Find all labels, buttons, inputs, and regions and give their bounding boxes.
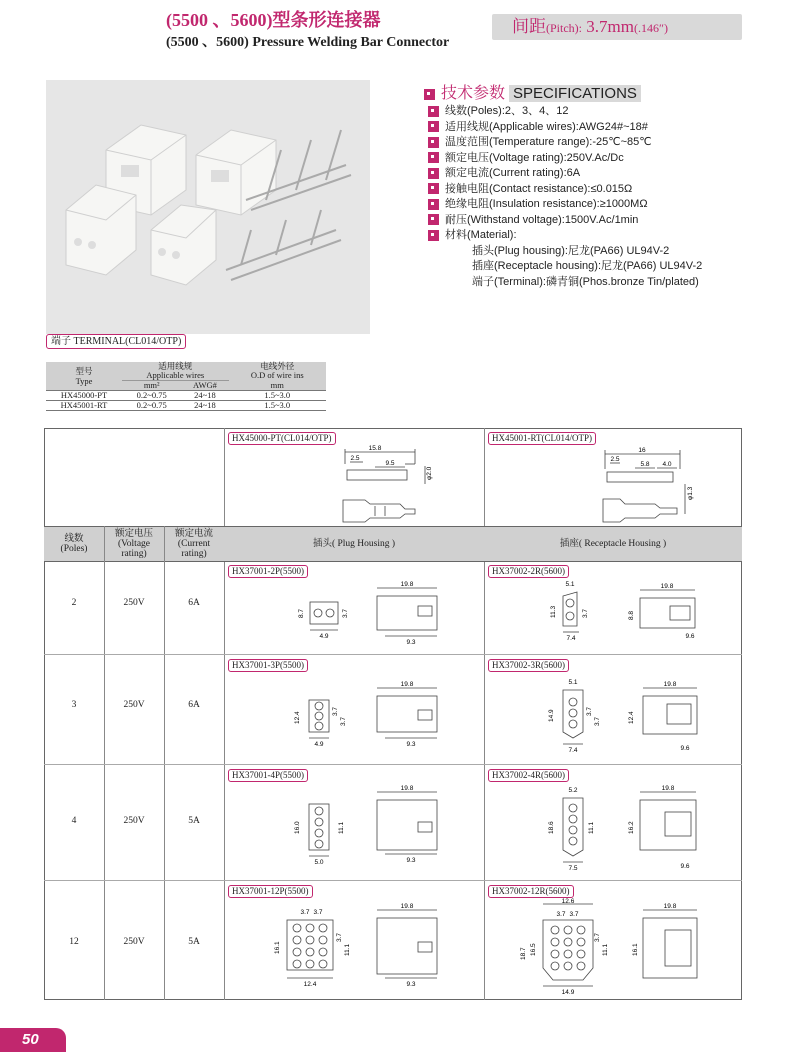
dim-label: 9.3 bbox=[406, 639, 416, 646]
material-item: 端子(Terminal):磷青铜(Phos.bronze Tin/plated) bbox=[472, 275, 699, 288]
rt-drawing-label: HX45001-RT(CL014/OTP) bbox=[488, 432, 596, 445]
dim-label: 15.8 bbox=[368, 445, 382, 452]
terminal-table bbox=[46, 362, 326, 411]
bullet-square-icon bbox=[428, 183, 439, 194]
dim-label: 3.7 bbox=[582, 608, 589, 618]
dim-label: 3.7 bbox=[340, 716, 347, 726]
dim-label: 19.8 bbox=[660, 583, 674, 590]
th-receptacle: 插座( Receptacle Housing ) bbox=[559, 539, 667, 549]
plug-drawing-12p bbox=[225, 898, 483, 998]
receptacle-drawing-4r bbox=[485, 782, 741, 878]
th-awg: AWG# bbox=[181, 381, 228, 391]
cell-poles: 2 bbox=[71, 598, 77, 608]
cell-current: 6A bbox=[188, 598, 200, 608]
spec-item bbox=[428, 120, 702, 136]
dim-label: 12.4 bbox=[303, 981, 317, 988]
pitch-cn: 间距 bbox=[512, 17, 546, 36]
row-divider bbox=[44, 880, 742, 881]
receptacle-drawing-3r bbox=[485, 672, 741, 762]
dim-label: 16.5 bbox=[530, 943, 537, 956]
bullet-square-icon bbox=[428, 152, 439, 163]
receptacle-drawing-2r bbox=[485, 578, 741, 652]
dim-label: 5.8 bbox=[640, 461, 650, 468]
th-plug: 插头( Plug Housing ) bbox=[312, 539, 396, 549]
dim-label: 18.7 bbox=[520, 947, 527, 960]
dim-label: 4.9 bbox=[314, 741, 324, 748]
dim-label: 4.0 bbox=[662, 461, 672, 468]
dim-label: 5.2 bbox=[568, 787, 578, 794]
dim-label: 16.1 bbox=[632, 943, 639, 956]
dim-label: 9.3 bbox=[406, 857, 416, 864]
dim-label: 11.1 bbox=[338, 821, 345, 834]
th-mm2: mm² bbox=[122, 381, 181, 391]
dim-label: 3.7 bbox=[594, 716, 601, 726]
dim-label: 3.7 bbox=[342, 608, 349, 618]
specs-title-en: SPECIFICATIONS bbox=[509, 85, 641, 102]
receptacle-part-label: HX37002-3R(5600) bbox=[488, 659, 569, 672]
dim-label: 3.7 bbox=[336, 932, 343, 942]
plug-drawing-2p bbox=[225, 578, 483, 652]
th-od: 电线外径 O.D of wire ins bbox=[250, 361, 304, 381]
cell-current: 5A bbox=[188, 937, 200, 947]
bullet-square-icon bbox=[428, 214, 439, 225]
dim-label: 11.1 bbox=[588, 821, 595, 834]
dim-label: 9.5 bbox=[385, 460, 395, 467]
cell-mm2: 0.2~0.75 bbox=[122, 391, 181, 401]
cell-type: HX45000-PT bbox=[46, 391, 122, 401]
dim-label: 12.4 bbox=[628, 711, 635, 724]
dim-label: 12.4 bbox=[294, 711, 301, 724]
bullet-square-icon bbox=[428, 137, 439, 148]
spec-text: 温度范围(Temperature range):-25℃~85℃ bbox=[445, 136, 652, 148]
row-divider bbox=[44, 764, 742, 765]
dim-label: 3.7 bbox=[332, 706, 339, 716]
receptacle-drawing-12r bbox=[485, 898, 741, 998]
dim-label: φ2.0 bbox=[426, 466, 433, 480]
spec-item bbox=[428, 151, 702, 167]
dim-label: φ1.3 bbox=[687, 486, 694, 500]
dim-label: 16.1 bbox=[274, 941, 281, 954]
spec-item bbox=[428, 104, 702, 120]
cell-voltage: 250V bbox=[123, 700, 145, 710]
dim-label: 7.4 bbox=[568, 747, 578, 754]
dim-label: 19.8 bbox=[661, 785, 675, 792]
dim-label: 16 bbox=[638, 447, 646, 454]
dim-label: 9.6 bbox=[685, 633, 695, 640]
page-number: 50 bbox=[0, 1028, 66, 1052]
material-item: 插座(Receptacle housing):尼龙(PA66) UL94V-2 bbox=[472, 260, 703, 272]
dim-label: 7.5 bbox=[568, 865, 578, 872]
th-wires: 适用线规 Applicable wires bbox=[122, 362, 229, 381]
dim-label: 3.7 bbox=[300, 909, 310, 916]
table-row bbox=[46, 401, 326, 411]
cell-current: 5A bbox=[188, 816, 200, 826]
plug-drawing-3p bbox=[225, 672, 483, 762]
dim-label: 18.6 bbox=[548, 821, 555, 834]
pitch-box bbox=[492, 14, 742, 40]
receptacle-part-label: HX37002-12R(5600) bbox=[488, 885, 574, 898]
dim-label: 12.6 bbox=[561, 898, 575, 905]
cell-voltage: 250V bbox=[123, 816, 145, 826]
spec-text: 线数(Poles):2、3、4、12 bbox=[445, 105, 569, 117]
cell-current: 6A bbox=[188, 700, 200, 710]
spec-text: 耐压(Withstand voltage):1500V.Ac/1min bbox=[445, 213, 639, 226]
dim-label: 19.8 bbox=[400, 681, 414, 688]
cell-poles: 4 bbox=[71, 816, 77, 826]
pt-drawing-label: HX45000-PT(CL014/OTP) bbox=[228, 432, 336, 445]
th-type: 型号 Type bbox=[46, 362, 122, 391]
spec-text: 适用线规(Applicable wires):AWG24#~18# bbox=[445, 120, 648, 133]
pitch-inch: (.146″) bbox=[633, 21, 668, 35]
dim-label: 3.7 bbox=[313, 909, 323, 916]
material-item: 插头(Plug housing):尼龙(PA66) UL94V-2 bbox=[472, 244, 670, 257]
bullet-square-icon bbox=[428, 199, 439, 210]
cell-type: HX45001-RT bbox=[46, 401, 122, 411]
dim-label: 9.6 bbox=[680, 745, 690, 752]
dim-label: 11.1 bbox=[602, 943, 609, 956]
dim-label: 3.7 bbox=[594, 932, 601, 942]
dim-label: 2.5 bbox=[350, 455, 360, 462]
plug-drawing-4p bbox=[225, 782, 483, 878]
receptacle-part-label: HX37002-2R(5600) bbox=[488, 565, 569, 578]
dim-label: 9.3 bbox=[406, 981, 416, 988]
plug-part-label: HX37001-2P(5500) bbox=[228, 565, 308, 578]
title-en: (5500 、5600) Pressure Welding Bar Connector bbox=[166, 35, 450, 50]
dim-label: 16.2 bbox=[628, 821, 635, 834]
dim-label: 11.3 bbox=[550, 605, 557, 618]
specs-list bbox=[428, 104, 702, 290]
table-row bbox=[46, 391, 326, 401]
cell-poles: 3 bbox=[71, 700, 77, 710]
spec-item bbox=[428, 197, 702, 213]
spec-item bbox=[428, 228, 702, 244]
plug-part-label: HX37001-12P(5500) bbox=[228, 885, 313, 898]
rt-terminal-drawing bbox=[485, 444, 741, 526]
pitch-paren: (Pitch): bbox=[546, 21, 582, 35]
dim-label: 16.0 bbox=[294, 821, 301, 834]
dim-label: 19.8 bbox=[400, 903, 414, 910]
spec-text: 额定电压(Voltage rating):250V.Ac/Dc bbox=[445, 151, 624, 164]
spec-text: 绝缘电阻(Insulation resistance):≥1000MΩ bbox=[445, 198, 648, 210]
th-od-unit: mm bbox=[229, 381, 326, 391]
dim-label: 19.8 bbox=[663, 681, 677, 688]
product-photo bbox=[46, 80, 370, 334]
cell-od: 1.5~3.0 bbox=[229, 401, 326, 411]
bullet-square-icon bbox=[424, 89, 435, 100]
dim-label: 5.0 bbox=[314, 859, 324, 866]
terminal-label: 端子 TERMINAL(CL014/OTP) bbox=[46, 334, 186, 349]
bullet-square-icon bbox=[428, 168, 439, 179]
cell-awg: 24~18 bbox=[181, 391, 228, 401]
spec-item bbox=[428, 213, 702, 229]
spec-item bbox=[428, 135, 702, 151]
dim-label: 19.8 bbox=[400, 785, 414, 792]
spec-item bbox=[428, 182, 702, 198]
spec-item bbox=[428, 166, 702, 182]
cell-voltage: 250V bbox=[123, 598, 145, 608]
spec-text: 材料(Material): bbox=[445, 229, 517, 241]
bullet-square-icon bbox=[428, 230, 439, 241]
dim-label: 11.1 bbox=[344, 943, 351, 956]
plug-part-label: HX37001-3P(5500) bbox=[228, 659, 308, 672]
spec-text: 额定电流(Current rating):6A bbox=[445, 167, 581, 179]
connector-photo-illustration bbox=[46, 80, 370, 334]
cell-mm2: 0.2~0.75 bbox=[122, 401, 181, 411]
bullet-square-icon bbox=[428, 106, 439, 117]
cell-awg: 24~18 bbox=[181, 401, 228, 411]
dim-label: 8.7 bbox=[298, 608, 305, 618]
cell-voltage: 250V bbox=[123, 937, 145, 947]
specs-title-cn: 技术参数 bbox=[441, 85, 506, 102]
dim-label: 9.3 bbox=[406, 741, 416, 748]
plug-part-label: HX37001-4P(5500) bbox=[228, 769, 308, 782]
dim-label: 14.9 bbox=[561, 989, 575, 996]
row-divider bbox=[44, 654, 742, 655]
dim-label: 7.4 bbox=[566, 635, 576, 642]
pitch-value: 3.7mm bbox=[586, 17, 634, 36]
pt-terminal-drawing bbox=[225, 444, 483, 526]
dim-label: 5.1 bbox=[568, 679, 578, 686]
dim-label: 8.8 bbox=[628, 610, 635, 620]
th-voltage: 额定电压 (Voltage rating) bbox=[114, 529, 153, 559]
dim-label: 14.9 bbox=[548, 709, 555, 722]
bullet-square-icon bbox=[428, 121, 439, 132]
th-poles: 线数 (Poles) bbox=[60, 534, 88, 554]
dim-label: 3.7 bbox=[569, 911, 579, 918]
dim-label: 2.5 bbox=[610, 456, 620, 463]
table-header bbox=[44, 526, 742, 562]
specs-title bbox=[424, 80, 641, 103]
dim-label: 4.9 bbox=[319, 633, 329, 640]
cell-od: 1.5~3.0 bbox=[229, 391, 326, 401]
cell-poles: 12 bbox=[69, 937, 79, 947]
th-current: 额定电流 (Current rating) bbox=[174, 529, 213, 559]
spec-text: 接触电阻(Contact resistance):≤0.015Ω bbox=[445, 182, 633, 195]
dim-label: 5.1 bbox=[565, 581, 575, 588]
dim-label: 19.8 bbox=[400, 581, 414, 588]
title-cn: (5500 、5600)型条形连接器 bbox=[166, 10, 381, 30]
receptacle-part-label: HX37002-4R(5600) bbox=[488, 769, 569, 782]
dim-label: 3.7 bbox=[586, 706, 593, 716]
dim-label: 9.6 bbox=[680, 863, 690, 870]
dim-label: 19.8 bbox=[663, 903, 677, 910]
dim-label: 3.7 bbox=[556, 911, 566, 918]
